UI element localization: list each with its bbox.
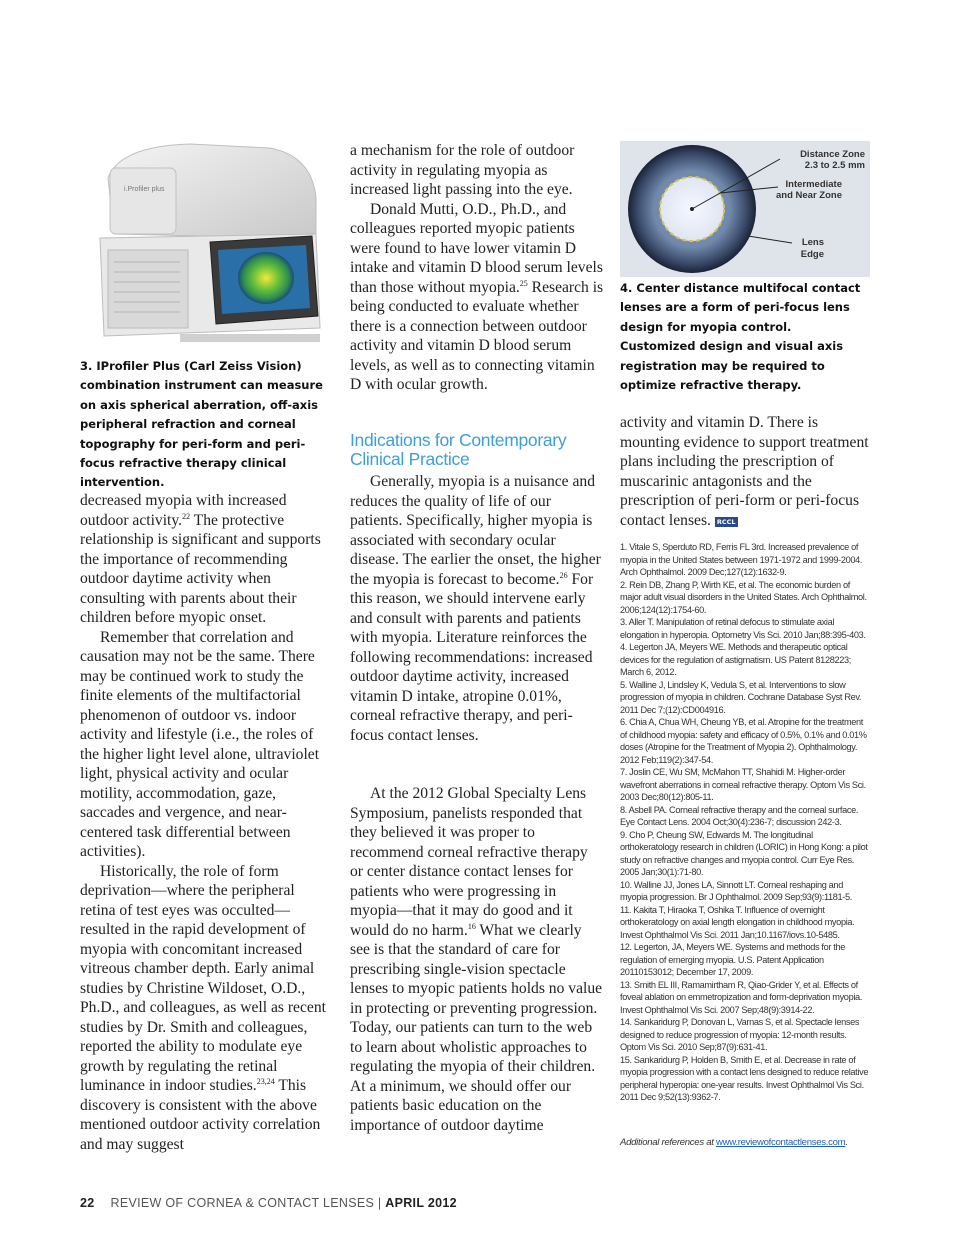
additional-references-note: Additional references at www.reviewofcontactlenses.com. [620,1137,848,1148]
lens-label: Lens [801,237,824,248]
middle-column-top [350,141,604,395]
end-of-article-badge: RCCL [716,517,736,526]
left-paragraph-1: decreased myopia with increased outdoor activity.$^{22}$ The protective relationship is significant and supports the importance of recommending outdoor daytime activity when consulting with parents about their children before myopic onset. [80,492,321,626]
device-brand-label: i.Profiler plus [124,186,165,193]
page-number: 22 [80,1196,95,1210]
figure-3-caption: 3. IProfiler Plus (Carl Zeiss Vision) combination instrument can measure on axis spherical aberration, off-axis peripheral refraction and corneal topography for peri-form and peri-focus refractive therapy clinical intervention. [80,359,323,490]
reference-item: 15. Sankaridurg P, Holden B, Smith E, et al. Decrease in rate of myopia progression with a contact lens designed to reduce relative peripheral hyperopia: one-year results. Invest Ophthalmol Vis Sci. 2011 Dec 9;52(13):9362-7. [620,1054,869,1102]
references-website-link[interactable]: www.reviewofcontactlenses.com [715,1137,846,1148]
left-column [80,491,334,1154]
right-column [620,413,876,530]
middle-paragraph-4: At the 2012 Global Specialty Lens Symposium, panelists responded that they believed it was proper to recommend corneal refractive therapy or center distance contact lenses for patients who were progressing in myopia—that it may do good and it would do no harm.$^{16}$ What we clearly see is that the standard of care for prescribing single-vision spectacle lenses to myopic patients holds no value in protecting or preventing progression. Today, our patients can turn to the web to learn about wholistic approaches to regulating the myopia of their children. At a minimum, we should offer our patients basic education on the importance of outdoor daytime [350,785,603,1134]
reference-item: 3. Aller T. Manipulation of retinal defocus to stimulate axial elongation in hyperopia. Optometry Vis Sci. 2010 Jan;88:395-403. [620,617,866,640]
reference-item: 2. Rein DB, Zhang P, Wirth KE, et al. The economic burden of major adult visual disorders in the United States. Arch Ophthalmol. 2006;124(12):1754-60. [620,579,867,615]
near-zone-label: and Near Zone [776,190,842,201]
intermediate-zone-label: Intermediate [785,179,842,190]
reference-item: 12. Legerton, JA, Meyers WE. Systems and methods for the regulation of emerging myopia. U.S. Patent Application 20110153012; December 17, 2009. [620,942,845,977]
page-footer [80,1196,457,1210]
reference-item: 5. Walline J, Lindsley K, Vedula S, et al. Interventions to slow progression of myopia in children. Cochrane Database Syst Rev. 2011 Dec 7;(12):CD004916. [620,679,862,715]
reference-item: 11. Kakita T, Hiraoka T, Oshika T. Influence of overnight orthokeratology on axial length elongation in childhood myopia. Invest Ophthalmol Vis Sci. 2011 Jan;10.1167/iovs.10-5485. [620,904,855,940]
middle-column-section [350,472,604,745]
distance-zone-label: Distance Zone [800,149,865,160]
left-paragraph-3: Historically, the role of form deprivation—where the peripheral retina of test eyes was occulted—resulted in the rapid development of myopia with concomitant increased vitreous chamber depth. Early animal studies by Christine Wildoset, O.D., Ph.D., and colleagues, as well as recent studies by Dr. Smith and colleagues, reported the ability to modulate eye growth by regulating the retinal luminance in indoor studies.$^{23,24}$ This discovery is consistent with the above mentioned outdoor activity correlation and may suggest [80,862,326,1153]
right-paragraph-1: activity and vitamin D. There is mounting evidence to support treatment plans including the prescription of muscarinic antagonists and the prescription of peri-form or peri-focus contact lenses. RCCL [620,414,869,529]
distance-zone-range-label: 2.3 to 2.5 mm [804,160,865,171]
issue-date: APRIL 2012 [385,1196,457,1210]
middle-paragraph-3: Generally, myopia is a nuisance and reduces the quality of life of our patients. Specifically, higher myopia is associated with secondary ocular disease. The earlier the onset, the higher the myopia is forecast to become.$^{26}$ For this reason, we should intervene early and consult with parents and patients with myopia. Literature reinforces the following recommendations: increased outdoor daytime activity, increased vitamin D intake, atropine 0.01%, corneal refractive therapy, and peri-focus contact lenses. [350,473,601,744]
edge-label: Edge [800,249,824,260]
reference-item: 4. Legerton JA, Meyers WE. Methods and therapeutic optical devices for the regulation of astigmatism. US Patent 8128223; March 6, 2012. [620,642,851,677]
reference-item: 6. Chia A, Chua WH, Cheung YB, et al. Atropine for the treatment of childhood myopia: safety and efficacy of 0.5%, 0.1% and 0.01% doses (Atropine for the Treatment of Myopia 2). Ophthalmology. 2012 Feb;119(2):347-54. [620,717,867,765]
middle-paragraph-2: Donald Mutti, O.D., Ph.D., and colleagues reported myopic patients were found to have lower vitamin D intake and vitamin D blood serum levels than those without myopia.$^{25}$ Research is being conducted to evaluate whether there is a connection between outdoor activity and vitamin D blood serum levels, as well as to connecting vitamin D with ocular growth. [350,200,604,393]
middle-column-bottom [350,784,604,1135]
section-heading: Indications for Contemporary Clinical Practice [350,430,567,469]
magazine-name: REVIEW OF CORNEA & CONTACT LENSES | [110,1196,386,1210]
reference-item: 1. Vitale S, Sperduto RD, Ferris FL 3rd. Increased prevalence of myopia in the United States between 1971-1972 and 1999-2004. Arch Ophthalmol. 2009 Dec;127(12):1632-9. [620,542,863,577]
citation-superscript: 16 [467,921,476,931]
reference-item: 13. Smith EL III, Ramamirtham R, Qiao-Grider Y, et al. Effects of foveal ablation on emmetropization and form-deprivation myopia. Invest Ophthalmol Vis Sci. 2007 Sep;48(9):3914-22. [620,979,862,1015]
references-list [620,541,872,1104]
citation-superscript: 25 [519,278,528,288]
reference-item: 10. Walline JJ, Jones LA, Sinnott LT. Corneal reshaping and myopia progression. Br J Ophthalmol. 2009 Sep;93(9):1181-5. [620,879,852,902]
reference-item: 8. Asbell PA. Corneal refractive therapy and the corneal surface. Eye Contact Lens. 2004 Oct;30(4):236-7; discussion 242-3. [620,804,859,827]
reference-item: 14. Sankaridurg P, Donovan L, Varnas S, et al. Spectacle lenses designed to reduce progression of myopia: 12-month results. Optom Vis Sci. 2010 Sep;87(9):631-41. [620,1017,860,1052]
left-paragraph-2: Remember that correlation and causation may not be the same. There may be continued work to study the finite elements of the multifactorial phenomenon of outdoor vs. indoor activity and lifestyle (i.e., the roles of the higher light level alone, ultraviolet light, physical activity and ocular motility, accommodation, gaze, saccades and vergence, and near-centered task differential between activities). [80,628,320,860]
middle-paragraph-1: a mechanism for the role of outdoor activity in regulating myopia as increased light passing into the eye. [350,142,575,198]
figure-4-caption: 4. Center distance multifocal contact lenses are a form of peri-focus lens design for myopia control. Customized design and visual axis registration may be required to optimize refractive therapy. [620,281,861,393]
citation-superscript: 22 [182,511,191,521]
citation-superscript: 26 [559,570,568,580]
reference-item: 9. Cho P, Cheung SW, Edwards M. The longitudinal orthokeratology research in children (LORIC) in Hong Kong: a pilot study on refractive changes and myopia control. Curr Eye Res. 2005 Jan;30(1):71-80. [620,829,868,877]
reference-item: 7. Joslin CE, Wu SM, McMahon TT, Shahidi M. Higher-order wavefront aberrations in corneal refractive therapy. Optom Vis Sci. 2003 Dec;80(12):805-11. [620,767,866,802]
citation-superscript: 23,24 [256,1076,275,1086]
multifocal-lens-diagram [620,141,870,277]
iprofiler-device-image [80,138,328,360]
